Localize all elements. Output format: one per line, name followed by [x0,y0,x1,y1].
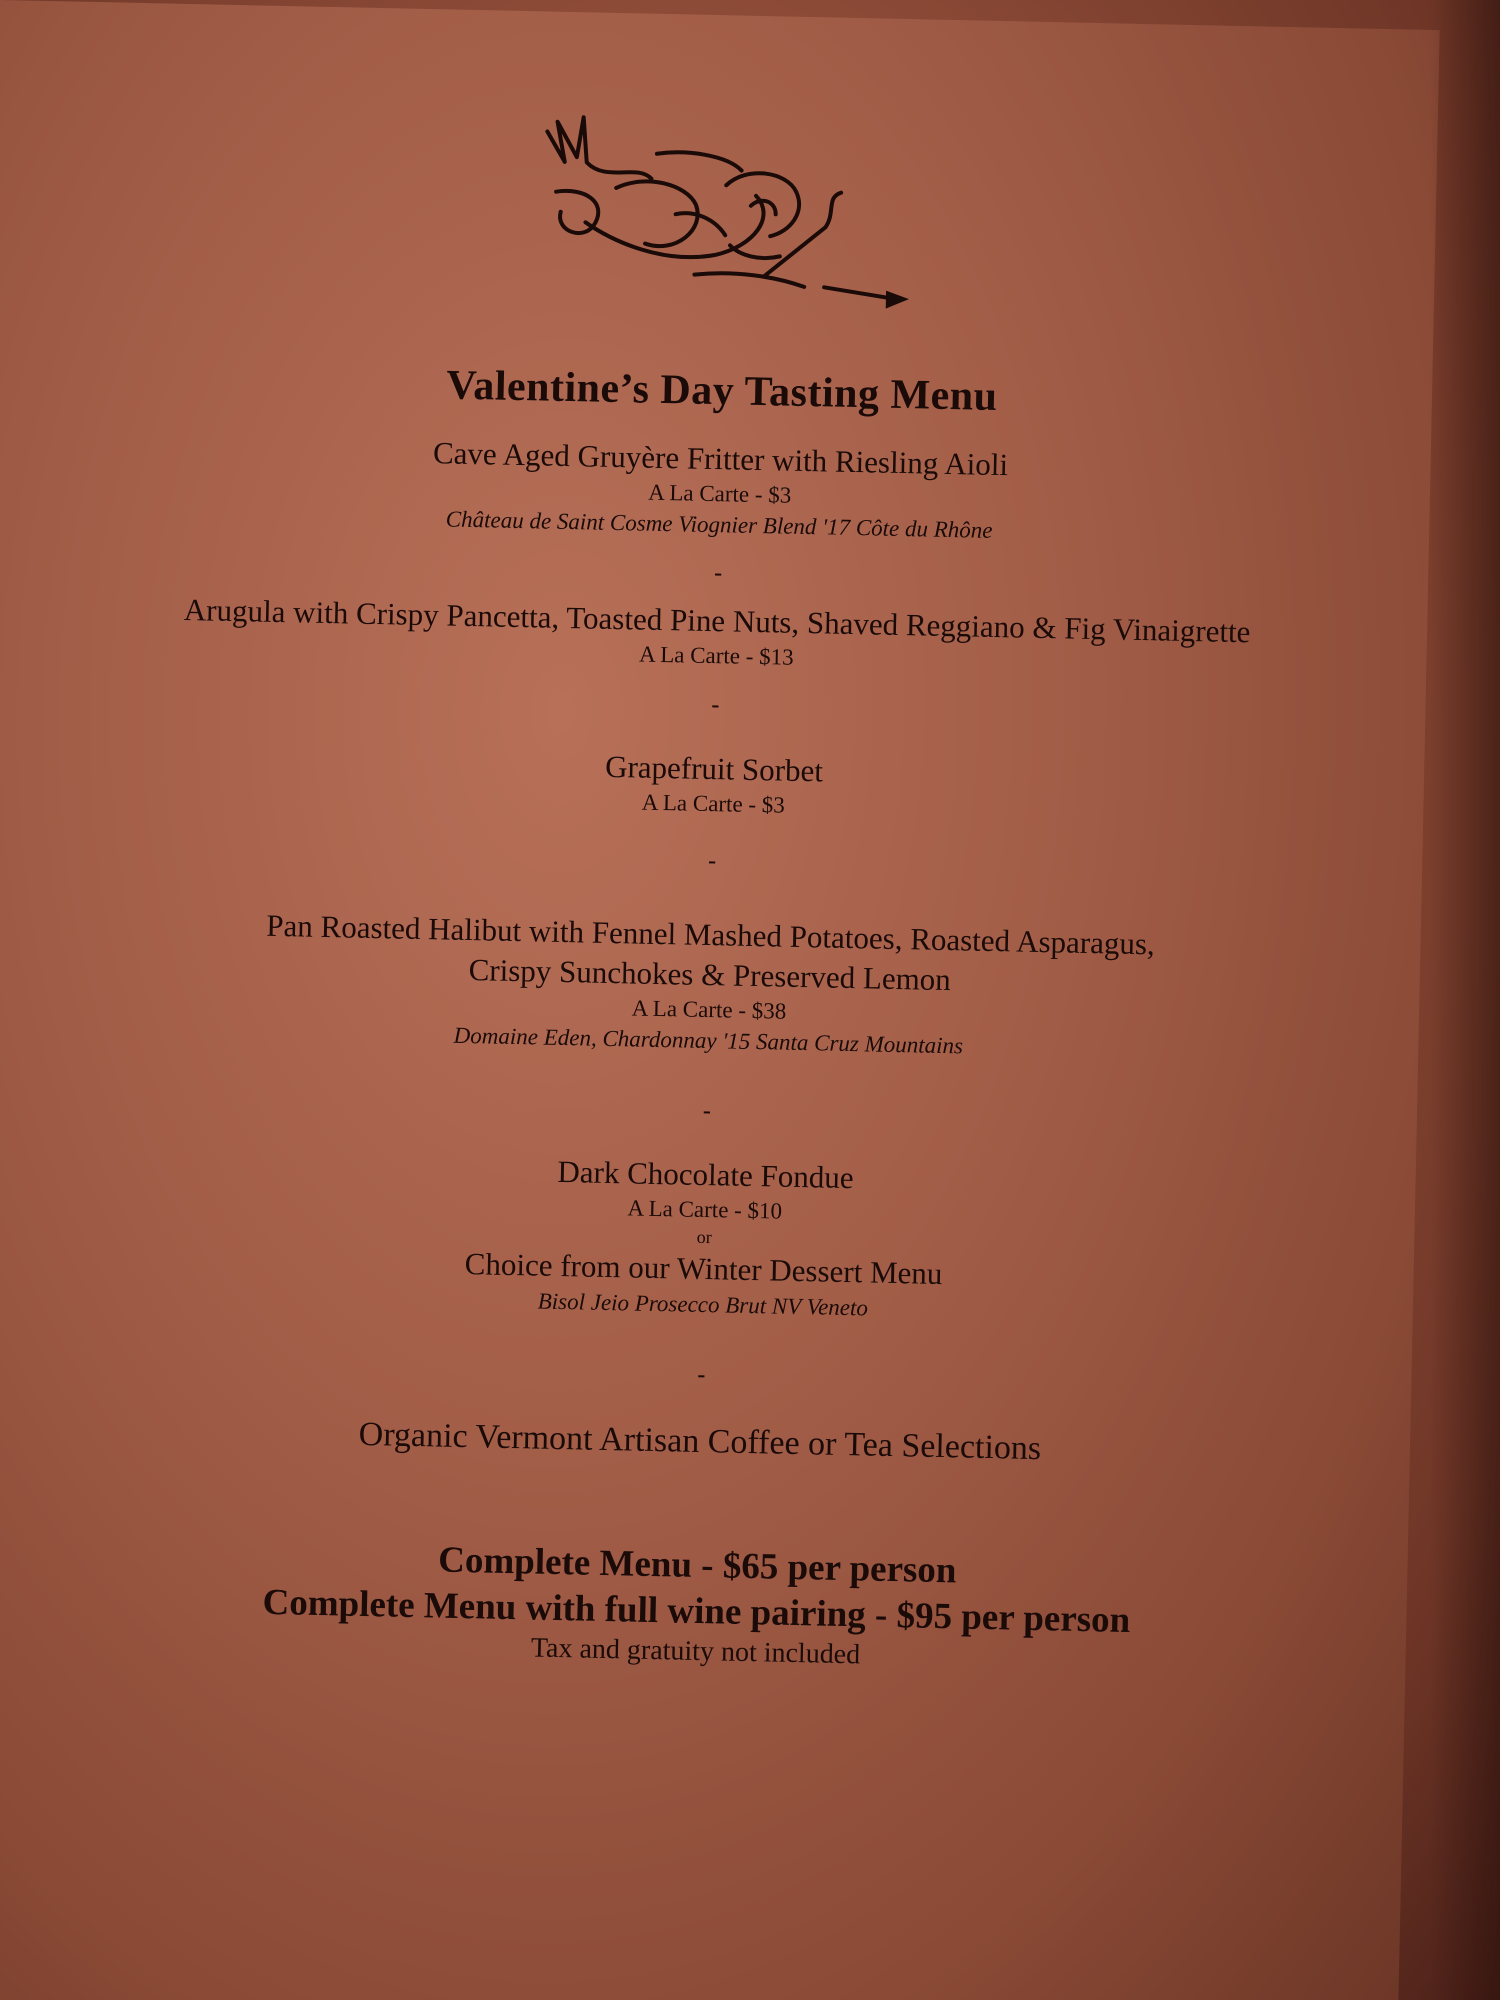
course-arugula [46,587,1387,685]
course-price: A La Carte - $13 [638,641,794,670]
tasting-menu [25,81,1398,1683]
course-price: A La Carte - $38 [631,995,787,1024]
course-separator: - [707,848,717,875]
wine-pairing: Château de Saint Cosme Viognier Blend '17 Côte du Rhône [445,506,993,543]
course-halibut [38,901,1381,1071]
dessert-alternative: Choice from our Winter Dessert Menu [464,1246,943,1292]
course-price: A La Carte - $10 [627,1195,783,1224]
course-grapefruit-sorbet [43,735,1384,833]
complete-menu-price: Complete Menu - $65 per person [437,1539,957,1592]
course-name-line2: Crispy Sunchokes & Preserved Lemon [468,952,952,998]
wine-pairing: Domaine Eden, Chardonnay '15 Santa Cruz Mountains [453,1022,964,1059]
course-separator: - [713,560,723,587]
course-name-line1: Pan Roasted Halibut with Fennel Mashed Potatoes, Roasted Asparagus, [266,907,1156,962]
or-divider: or [696,1226,712,1248]
cupid-drawing-icon [523,91,928,329]
complete-menu-wine-price: Complete Menu with full wine pairing - $95 per person [262,1581,1131,1642]
coffee-tea-line: Organic Vermont Artisan Coffee or Tea Selections [358,1415,1042,1468]
course-price: A La Carte - $3 [641,789,786,818]
course-name: Cave Aged Gruyère Fritter with Riesling Aioli [432,435,1009,483]
course-name: Arugula with Crispy Pancetta, Toasted Pine Nuts, Shaved Reggiano & Fig Vinaigrette [183,591,1251,650]
menu-title: Valentine’s Day Tasting Menu [445,362,998,420]
course-dessert [33,1141,1376,1335]
course-separator: - [697,1361,706,1389]
course-name: Dark Chocolate Fondue [557,1153,854,1196]
tax-note: Tax and gratuity not included [530,1632,861,1671]
course-separator: - [702,1097,712,1125]
wine-pairing: Bisol Jeio Prosecco Brut NV Veneto [537,1288,869,1321]
paper-edge-shadow [1430,0,1500,2000]
course-separator: - [711,692,720,719]
course-gruyere-fritter [49,425,1391,555]
course-name: Grapefruit Sorbet [604,748,824,789]
course-price: A La Carte - $3 [648,479,792,508]
